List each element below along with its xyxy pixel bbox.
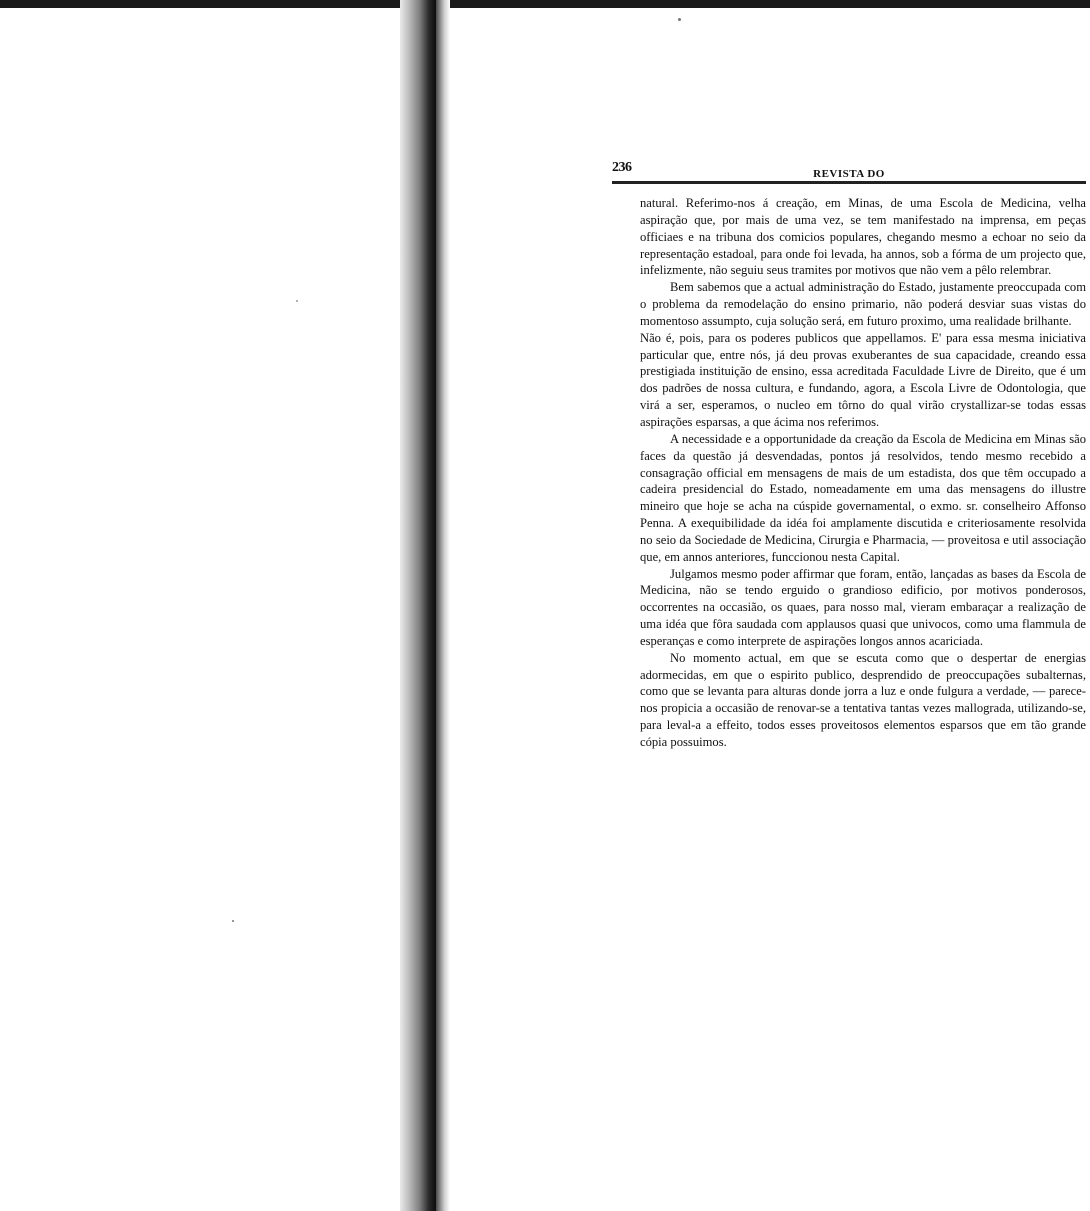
article-body	[640, 195, 1086, 807]
dust-speck	[232, 920, 234, 922]
paragraph-3: Não é, pois, para os poderes publicos que appellamos. E' para essa mesma iniciativa particular que, entre nós, já deu provas exuberantes de sua capacidade, creando essa prestigiada instituição de ensino, essa acreditada Faculdade Livre de Direito, que é um dos padrões de nossa cultura, e fundando, agora, a Escola Livre de Odontologia, que virá a ser, esperamos, o nucleo em tôrno do qual virão crystallizar-se todas essas aspirações esparsas, a que ácima nos referimos.	[640, 330, 1086, 429]
paragraph-6: No momento actual, em que se escuta como que o despertar de energias adormecidas, em que o espirito publico, desprendido de preoccupações subalternas, como que se levanta para alturas donde jorra a luz e onde fulgura a verdade, — parece-nos propicia a occasião de renovar-se a tentativa tantas vezes mallograda, utilizando-se, para leval-a a effeito, todos esses proveitosos elementos esparsos que em tão grande cópia possuimos.	[640, 650, 1086, 749]
page-header	[612, 160, 1086, 184]
header-rule	[612, 181, 1086, 184]
dust-speck	[296, 300, 298, 302]
book-gutter	[436, 0, 450, 1211]
book-spine-shadow	[400, 0, 436, 1211]
scan-top-edge	[0, 0, 1090, 8]
paragraph-4: A necessidade e a opportunidade da creação da Escola de Medicina em Minas são faces da questão já desvendadas, pontos já resolvidos, tendo mesmo recebido a consagração official em mensagens de mais de um estadista, dos que têm occupado a cadeira presidencial do Estado, nomeadamente em uma das mensagens do illustre mineiro que hoje se acha na cúspide governamental, o exmo. sr. conselheiro Affonso Penna. A exequibilidade da idéa foi amplamente discutida e criteriosamente resolvida no seio da Sociedade de Medicina, Cirurgia e Pharmacia, — proveitosa e util associação que, em annos anteriores, funccionou nesta Capital.	[640, 431, 1086, 564]
running-head: REVISTA DO	[813, 168, 885, 180]
dust-speck	[678, 18, 681, 21]
paragraph-1: natural. Referimo-nos á creação, em Minas, de uma Escola de Medicina, velha aspiração que, por mais de uma vez, se tem manifestado na imprensa, em peças officiaes e na tribuna dos comicios populares, chegando mesmo a echoar no seio da representação estadoal, para onde foi levada, ha annos, sob a fórma de um projecto que, infelizmente, não seguiu seus tramites por motivos que não vem a pêlo relembrar.	[640, 196, 1086, 278]
paragraph-5: Julgamos mesmo poder affirmar que foram, então, lançadas as bases da Escola de Medicina, não se tendo erguido o grandioso edificio, por motivos ponderosos, occorrentes na occasião, os quaes, para nosso mal, vieram embaraçar a realização de uma idéa que fôra saudada com applausos quasi que univocos, como uma flammula de esperanças e como interprete de aspirações longos annos acariciada.	[640, 566, 1086, 648]
page-number: 236	[612, 160, 632, 175]
paragraph-2: Bem sabemos que a actual administração do Estado, justamente preoccupada com o problema da remodelação do ensino primario, não poderá desviar suas vistas do momentoso assumpto, cuja solução será, em futuro proximo, uma realidade brilhante.	[640, 280, 1086, 328]
